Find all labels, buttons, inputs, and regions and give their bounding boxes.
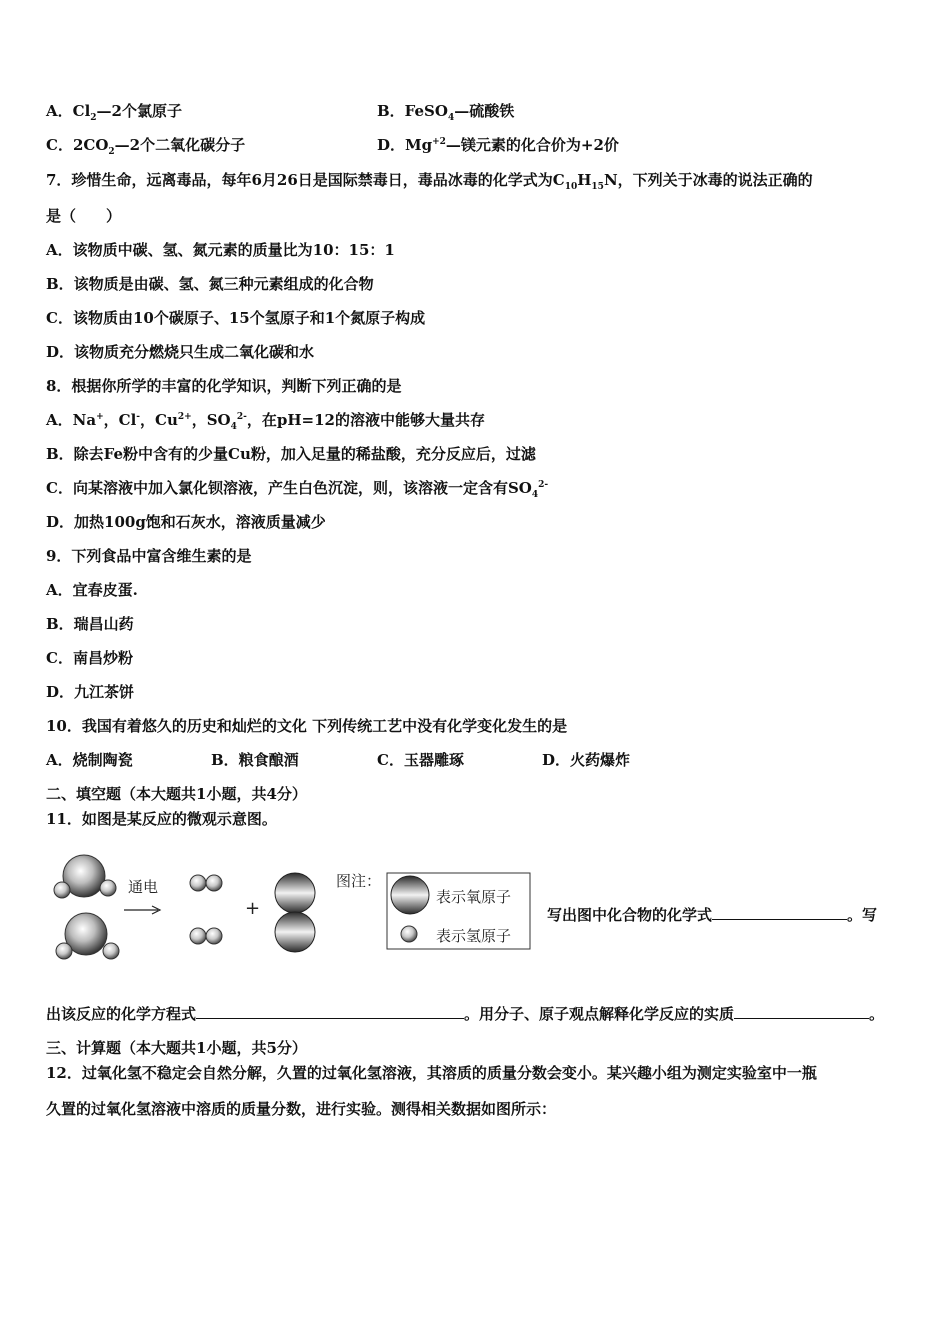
q7-option-c: C．该物质由10个碳原子、15个氢原子和1个氮原子构成	[46, 309, 426, 327]
q8-stem: 8．根据你所学的丰富的化学知识，判断下列正确的是	[46, 377, 402, 395]
reaction-diagram	[46, 848, 536, 968]
q7-stem: 7．珍惜生命，远离毒品，每年6月26日是国际禁毒日，毒品冰毒的化学式为$C_{10}H_{15}N$，下列关于冰毒的说法正确的	[46, 171, 813, 192]
q7-option-d: D．该物质充分燃烧只生成二氧化碳和水	[46, 343, 315, 361]
q6-option-a: A．$Cl_2—2$个氯原子	[46, 102, 182, 123]
q8-option-c: C．向某溶液中加入氯化钡溶液，产生白色沉淀，则，该溶液一定含有$SO_4^{2-}$	[46, 479, 549, 500]
hydrogen-molecule-icon	[190, 875, 222, 891]
legend-oxygen-label: 表示氧原子	[436, 888, 512, 906]
q8-option-b: B．除去Fe粉中含有的少量Cu粉，加入足量的稀盐酸，充分反应后，过滤	[46, 445, 536, 463]
arrow-label: 通电	[128, 878, 159, 896]
q9-stem: 9．下列食品中富含维生素的是	[46, 547, 252, 565]
q9-option-b: B．瑞昌山药	[46, 615, 134, 633]
water-molecule-icon	[56, 913, 119, 959]
q10-option-c: C．玉器雕琢	[377, 751, 464, 769]
q9-option-a: A．宜春皮蛋.	[46, 581, 138, 599]
q10-stem: 10．我国有着悠久的历史和灿烂的文化 下列传统工艺中没有化学变化发生的是	[46, 717, 568, 735]
hydrogen-molecule-icon	[190, 928, 222, 944]
q11-equation-question: 出该反应的化学方程式 。用分子、原子观点解释化学反应的实质 。	[46, 1005, 885, 1023]
q8-option-d: D．加热100g饱和石灰水，溶液质量减少	[46, 513, 326, 531]
legend-title: 图注：	[336, 872, 382, 890]
oxygen-molecule-icon	[275, 873, 315, 952]
q7-stem-cont: 是（ ）	[46, 207, 122, 225]
explanation-answer-blank[interactable]	[734, 1004, 869, 1019]
q10-option-d: D．火药爆炸	[542, 751, 631, 769]
section-fill-in-title: 二、填空题（本大题共1小题，共4分）	[46, 785, 307, 803]
q8-option-a: A．Na+，Cl-，$Cu^{2+}$，$SO_4^{2-}$，在pH=12的溶液中能够大量共存	[46, 411, 485, 432]
q6-option-d: D．$Mg^{+2}—$镁元素的化合价为+2价	[377, 136, 619, 154]
equation-answer-blank[interactable]	[196, 1004, 464, 1019]
q11-formula-question: 写出图中化合物的化学式 。写	[547, 906, 878, 924]
q6-option-b: B．FeSO$_4$—硫酸铁	[377, 102, 515, 123]
q10-option-b: B．粮食酿酒	[211, 751, 299, 769]
q10-option-a: A．烧制陶瓷	[46, 751, 133, 769]
arrow-right-icon	[124, 906, 160, 914]
q6-option-c: C．$2CO_2—2$个二氧化碳分子	[46, 136, 246, 157]
hydrogen-atom-icon	[401, 926, 417, 942]
q12-stem-line1: 12．过氧化氢不稳定会自然分解，久置的过氧化氢溶液，其溶质的质量分数会变小。某兴趣小组为测定实验室中一瓶	[46, 1064, 817, 1082]
q9-option-d: D．九江茶饼	[46, 683, 135, 701]
q7-option-a: A．该物质中碳、氢、氮元素的质量比为10：15：1	[46, 241, 395, 259]
q11-stem: 11．如图是某反应的微观示意图。	[46, 810, 277, 828]
q12-stem-line2: 久置的过氧化氢溶液中溶质的质量分数，进行实验。测得相关数据如图所示：	[46, 1100, 557, 1118]
legend-hydrogen-label: 表示氢原子	[436, 927, 512, 945]
q7-option-b: B．该物质是由碳、氢、氮三种元素组成的化合物	[46, 275, 374, 293]
plus-sign: +	[245, 898, 261, 919]
formula-answer-blank[interactable]	[712, 905, 847, 920]
water-molecule-icon	[54, 855, 116, 898]
q9-option-c: C．南昌炒粉	[46, 649, 133, 667]
section-calculation-title: 三、计算题（本大题共1小题，共5分）	[46, 1039, 307, 1057]
oxygen-atom-icon	[391, 876, 429, 914]
